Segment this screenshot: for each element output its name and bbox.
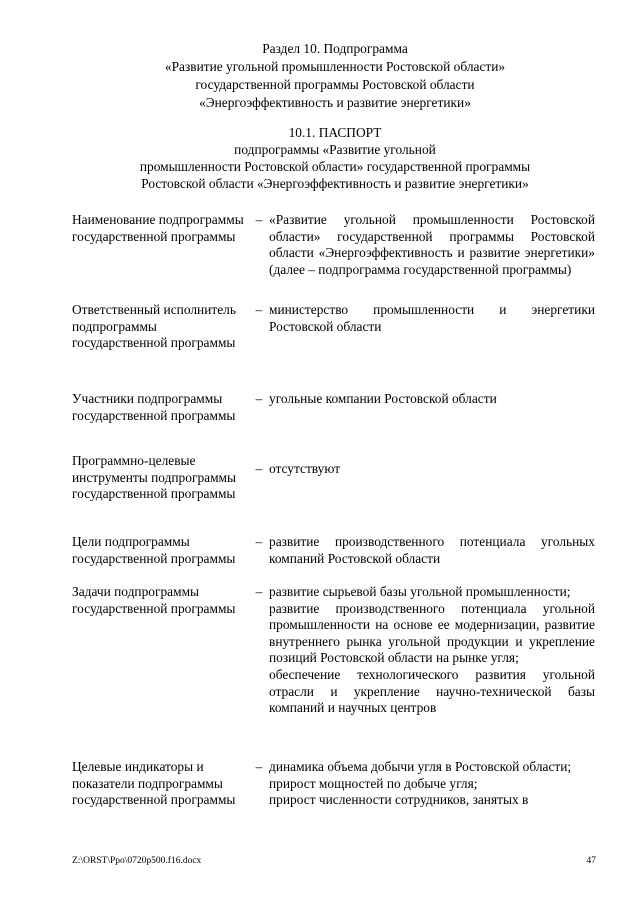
row-value [269,759,595,809]
row-dash: – [255,212,263,227]
passport-heading-line-4: Ростовской области «Энергоэффективность и развитие энергетики» [141,176,529,191]
footer-file-path: Z:\ORST\Ppo\0720p500.f16.docx [72,856,202,866]
section-heading-line-4: «Энергоэффективность и развитие энергетики» [199,95,471,110]
row-label: Задачи подпрограммы государственной программы [72,584,236,616]
row-value-text: отсутствуют [269,461,341,476]
section-heading-line-2: «Развитие угольной промышленности Ростовской области» [164,59,506,74]
row-value-text: динамика объема добычи угля в Ростовской области; [269,759,572,774]
row-value-text: развитие сырьевой базы угольной промышленности; [269,584,571,599]
section-heading-line-1: Раздел 10. Подпрограмма [262,41,408,56]
row-dash: – [255,461,263,476]
row-dash: – [255,759,263,774]
row-dash: – [255,584,263,599]
row-value-text: развитие производственного потенциала угольных компаний Ростовской области [269,534,595,566]
row-label: Цели подпрограммы государственной программы [72,534,236,566]
row-value [269,534,595,567]
row-value [269,302,595,335]
row-label: Ответственный исполнитель подпрограммы государственной программы [72,302,236,351]
row-value-text: прирост численности сотрудников, занятых в [269,792,529,808]
row-label: Участники подпрограммы государственной программы [72,391,236,423]
row-value [269,391,595,408]
row-value-text: развитие производственного потенциала угольной промышленности на основе ее модернизации, развитие внутреннего рынка угольной продукции и укрепление позиций Ростовской области на рынке угля; [269,600,595,666]
row-value-text: «Развитие угольной промышленности Ростовской области» государственной программы Ростовской области «Энергоэффективность и развитие энергетики» (далее – подпрограмма государственной программы) [269,212,595,277]
row-label: Целевые индикаторы и показатели подпрограммы государственной программы [72,759,236,808]
row-value [269,584,595,717]
passport-heading-line-3: промышленности Ростовской области» государственной программы [139,159,531,174]
section-heading-line-3: государственной программы Ростовской области [195,77,475,92]
row-value-text: прирост мощностей по добыче угля; [269,775,478,791]
row-label: Программно-целевые инструменты подпрограммы государственной программы [72,453,237,502]
section-heading [72,40,598,112]
footer-page-number: 47 [586,856,596,866]
row-value-text: министерство промышленности и энергетики Ростовской области [269,302,595,334]
row-value [269,212,595,278]
passport-heading-line-1: 10.1. ПАСПОРТ [288,125,382,140]
row-label: Наименование подпрограммы государственной программы [72,212,244,244]
row-value-text: угольные компании Ростовской области [269,391,497,406]
passport-heading-line-2: подпрограммы «Развитие угольной [234,142,436,157]
passport-heading [72,124,598,192]
row-value-text: обеспечение технологического развития угольной отрасли и укрепление научно-технической базы компаний и научных центров [269,666,595,716]
row-dash: – [255,534,263,549]
row-dash: – [255,391,263,406]
row-dash: – [255,302,263,317]
row-value [269,461,595,478]
